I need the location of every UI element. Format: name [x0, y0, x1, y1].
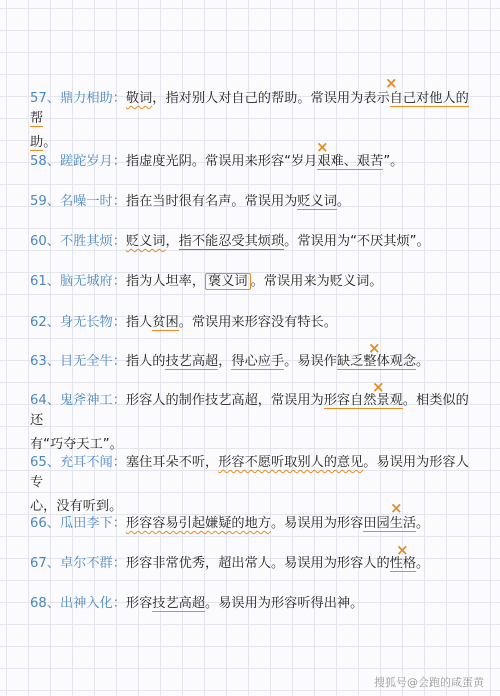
entry-number: 68、: [30, 596, 60, 611]
idiom-term: 鼎力相助: [59, 91, 113, 106]
entry-number: 61、: [30, 274, 60, 289]
term-colon: ：: [112, 91, 126, 106]
term-colon: ：: [112, 274, 126, 289]
definition-text: 缺乏整体观念: [336, 354, 417, 369]
watermark: 搜狐号@会跑的咸蛋黄: [374, 676, 484, 689]
entry-68: [30, 594, 478, 614]
term-colon: ：: [112, 455, 126, 470]
entry-59: [30, 192, 478, 212]
idiom-term: 名噪一时: [59, 194, 113, 209]
idiom-term: 瓜田李下: [59, 516, 113, 531]
definition-text: ，: [218, 354, 232, 369]
entry-line: [30, 391, 478, 431]
definition-text: 有“巧夺天工”。: [30, 437, 123, 452]
definition-text: 自己对他人的帮: [30, 91, 469, 126]
definition-text: 指不能忍受其烦琐: [178, 234, 285, 249]
definition-text: 指虚度光阴。常误用来形容“岁月: [125, 154, 318, 169]
cross-mark-58: ×: [316, 138, 329, 156]
entry-line: [30, 313, 478, 333]
entry-line-continued: [30, 133, 478, 156]
definition-text: 贬义词: [297, 194, 337, 209]
entry-line: [30, 152, 478, 172]
definition-text: 形容人的制作技艺高超，常误用为: [125, 393, 324, 408]
cross-mark-67: ×: [396, 541, 409, 559]
entry-line: [30, 352, 478, 372]
definition-text: 得心应手: [231, 354, 285, 369]
entry-64: [30, 391, 478, 455]
cross-mark-57: ×: [385, 74, 398, 92]
definition-text: 塞住耳朵不听，: [125, 455, 219, 470]
entry-number: 65、: [30, 455, 60, 470]
idiom-term: 不胜其烦: [59, 234, 113, 249]
entry-number: 57、: [30, 91, 60, 106]
definition-text: 技艺高超: [152, 596, 206, 611]
entry-line: [30, 453, 478, 493]
definition-text: 指人: [125, 315, 153, 330]
entry-number: 59、: [30, 194, 60, 209]
definition-text: 艰难、艰苦: [317, 154, 384, 169]
definition-text: 形容不愿听取别人的意见: [218, 455, 364, 470]
term-colon: ：: [112, 194, 126, 209]
term-colon: ：: [112, 315, 126, 330]
entry-63: [30, 352, 478, 372]
definition-text: 指为人坦率，: [125, 274, 206, 289]
entry-number: 66、: [30, 516, 60, 531]
term-colon: ：: [112, 516, 126, 531]
definition-text: 性格: [389, 556, 417, 571]
definition-text: 褒义词: [205, 273, 251, 290]
entry-number: 67、: [30, 556, 60, 571]
term-colon: ：: [112, 154, 126, 169]
definition-text: 。常误用来形容没有特长。: [178, 315, 337, 330]
entry-line: [30, 272, 478, 292]
idiom-term: 脑无城府: [59, 274, 113, 289]
term-colon: ：: [112, 556, 126, 571]
entry-number: 64、: [30, 393, 60, 408]
definition-text: 助: [30, 135, 44, 150]
definition-text: 技艺高超: [165, 354, 219, 369]
definition-text: 。易误用为形容: [270, 516, 364, 531]
definition-text: 。相类似的还: [30, 393, 469, 428]
entry-62: [30, 313, 478, 333]
cross-mark-63: ×: [368, 339, 381, 357]
term-colon: ：: [112, 393, 126, 408]
idiom-term: 目无全牛: [59, 354, 113, 369]
definition-text: 。: [43, 135, 57, 150]
definition-text: 敬词: [125, 91, 153, 106]
entry-number: 63、: [30, 354, 60, 369]
term-colon: ：: [112, 354, 126, 369]
term-colon: ：: [112, 596, 126, 611]
definition-text: ”。: [383, 154, 404, 169]
definition-text: 指在当时很有名声。常误用为: [125, 194, 298, 209]
definition-text: 指人的: [125, 354, 166, 369]
entry-58: [30, 152, 478, 172]
definition-text: 心，没有听到。: [30, 499, 123, 514]
entry-line: [30, 594, 478, 614]
entry-line: [30, 232, 478, 252]
definition-text: 。常误用为“不厌其烦”。: [284, 234, 430, 249]
definition-text: 。: [336, 194, 351, 209]
entry-line: [30, 514, 478, 534]
definition-text: 形容自然景观: [323, 393, 403, 408]
cross-mark-66: ×: [390, 499, 403, 517]
entry-66: [30, 514, 478, 534]
entry-60: [30, 232, 478, 252]
definition-text: 。: [416, 516, 430, 531]
definition-text: 。常误用来为贬义词。: [250, 274, 383, 289]
definition-text: 形容非常优秀，超出常人。易误用为形容人的: [125, 556, 390, 571]
idiom-term: 鬼斧神工: [59, 393, 113, 408]
entry-67: [30, 554, 478, 574]
definition-text: 。易误作: [284, 354, 337, 369]
entry-65: [30, 453, 478, 517]
definition-text: 。: [416, 354, 430, 369]
definition-text: 贬义词: [125, 234, 166, 249]
entry-line-continued: [30, 435, 478, 455]
definition-text: ，指对别人对自己的帮助。常误用为表示: [152, 91, 390, 106]
term-colon: ：: [112, 234, 126, 249]
definition-text: ，: [165, 234, 179, 249]
entry-line: [30, 554, 478, 574]
entry-line: [30, 192, 478, 212]
definition-text: 贫困: [152, 315, 179, 330]
entry-57: [30, 89, 478, 156]
entry-number: 62、: [30, 315, 60, 330]
definition-text: 形容容易引起嫌疑的地方: [125, 516, 271, 531]
entry-line: [30, 89, 478, 129]
entry-number: 60、: [30, 234, 60, 249]
entry-number: 58、: [30, 154, 60, 169]
definition-text: 。易误用为形容听得出神。: [205, 596, 364, 611]
idiom-term: 出神入化: [59, 596, 113, 611]
cross-mark-64: ×: [372, 378, 385, 396]
definition-text: 。: [416, 556, 430, 571]
entry-61: [30, 272, 478, 292]
definition-text: 田园生活: [363, 516, 417, 531]
definition-text: 形容: [125, 596, 153, 611]
definition-text: 。易误用为形容人专: [30, 455, 469, 490]
idiom-term: 卓尔不群: [59, 556, 113, 571]
idiom-term: 充耳不闻: [59, 455, 113, 470]
idiom-term: 身无长物: [59, 315, 113, 330]
idiom-term: 蹉跎岁月: [59, 154, 113, 169]
